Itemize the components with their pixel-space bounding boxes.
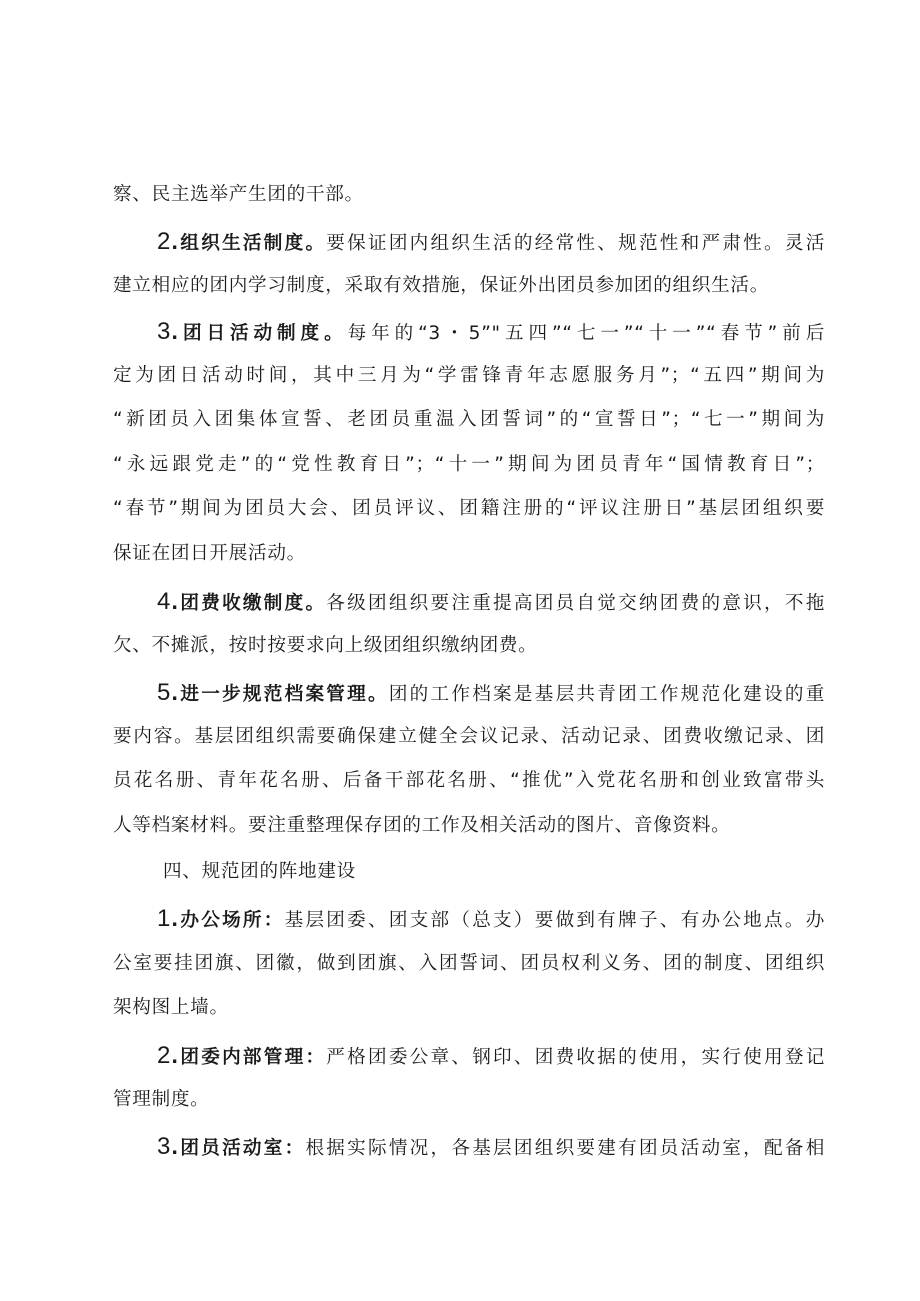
- item-league-day-line-5: “春节”期间为团员大会、团员评议、团籍注册的“评议注册日”基层团组织要: [113, 498, 825, 519]
- item-number: 3: [157, 1133, 172, 1160]
- item-heading: .团委内部管理：: [171, 1047, 327, 1068]
- item-heading: .团员活动室：: [171, 1138, 306, 1159]
- item-activity-room-line-1: 3.团员活动室：根据实际情况，各基层团组织要建有团员活动室，配备相: [157, 1133, 825, 1160]
- item-league-day-line-6: 保证在团日开展活动。: [113, 543, 306, 564]
- item-internal-management-line-2: 管理制度。: [113, 1089, 210, 1110]
- item-heading: .办公场所：: [171, 910, 285, 931]
- item-internal-management-line-1: 2.团委内部管理：严格团委公章、钢印、团费收据的使用，实行使用登记: [157, 1042, 825, 1069]
- item-office-line-3: 架构图上墙。: [113, 997, 229, 1018]
- item-league-day-line-1: 3.团日活动制度。每年的“3・5”"五四”“七一”“十一”“春节”前后: [157, 318, 826, 345]
- item-number: 5: [157, 679, 172, 706]
- item-number: 2: [157, 1042, 172, 1069]
- item-dues-line-1: 4.团费收缴制度。各级团组织要注重提高团员自觉交纳团费的意识，不拖: [157, 588, 825, 615]
- item-organization-life-line-1: 2.组织生活制度。要保证团内组织生活的经常性、规范性和严肃性。灵活: [157, 228, 825, 255]
- item-number: 2: [157, 228, 172, 255]
- item-archives-line-4: 人等档案材料。要注重整理保存团的工作及相关活动的图片、音像资料。: [113, 815, 731, 836]
- item-archives-line-3: 员花名册、青年花名册、后备干部花名册、“推优”入党花名册和创业致富带头: [113, 770, 825, 791]
- item-league-day-line-2: 定为团日活动时间，其中三月为“学雷锋青年志愿服务月”；“五四”期间为: [113, 365, 825, 386]
- section-heading: 四、规范团的阵地建设: [163, 861, 356, 882]
- item-heading: .组织生活制度。: [171, 233, 327, 254]
- item-office-line-2: 公室要挂团旗、团徽，做到团旗、入团誓词、团员权利义务、团的制度、团组织: [113, 953, 825, 974]
- item-league-day-line-3: “新团员入团集体宣誓、老团员重温入团誓词”的“宣誓日”；“七一”期间为: [113, 409, 825, 430]
- paragraph-continuation-line: 察、民主选举产生团的干部。: [113, 184, 364, 205]
- item-archives-line-2: 要内容。基层团组织需要确保建立健全会议记录、活动记录、团费收缴记录、团: [113, 726, 825, 747]
- item-number: 3: [157, 318, 172, 345]
- item-heading: .进一步规范档案管理。: [171, 684, 389, 705]
- item-dues-line-2: 欠、不摊派，按时按要求向上级团组织缴纳团费。: [113, 635, 538, 656]
- item-heading: .团日活动制度。: [171, 323, 348, 344]
- item-organization-life-line-2: 建立相应的团内学习制度，采取有效措施，保证外出团员参加团的组织生活。: [113, 275, 769, 296]
- item-number: 1: [157, 905, 172, 932]
- item-number: 4: [157, 588, 172, 615]
- item-league-day-line-4: “永远跟党走”的“党性教育日”；“十一”期间为团员青年“国情教育日”；: [113, 454, 825, 475]
- item-archives-line-1: 5.进一步规范档案管理。团的工作档案是基层共青团工作规范化建设的重: [157, 679, 826, 706]
- item-office-line-1: 1.办公场所：基层团委、团支部（总支）要做到有牌子、有办公地点。办: [157, 905, 826, 932]
- item-heading: .团费收缴制度。: [171, 593, 327, 614]
